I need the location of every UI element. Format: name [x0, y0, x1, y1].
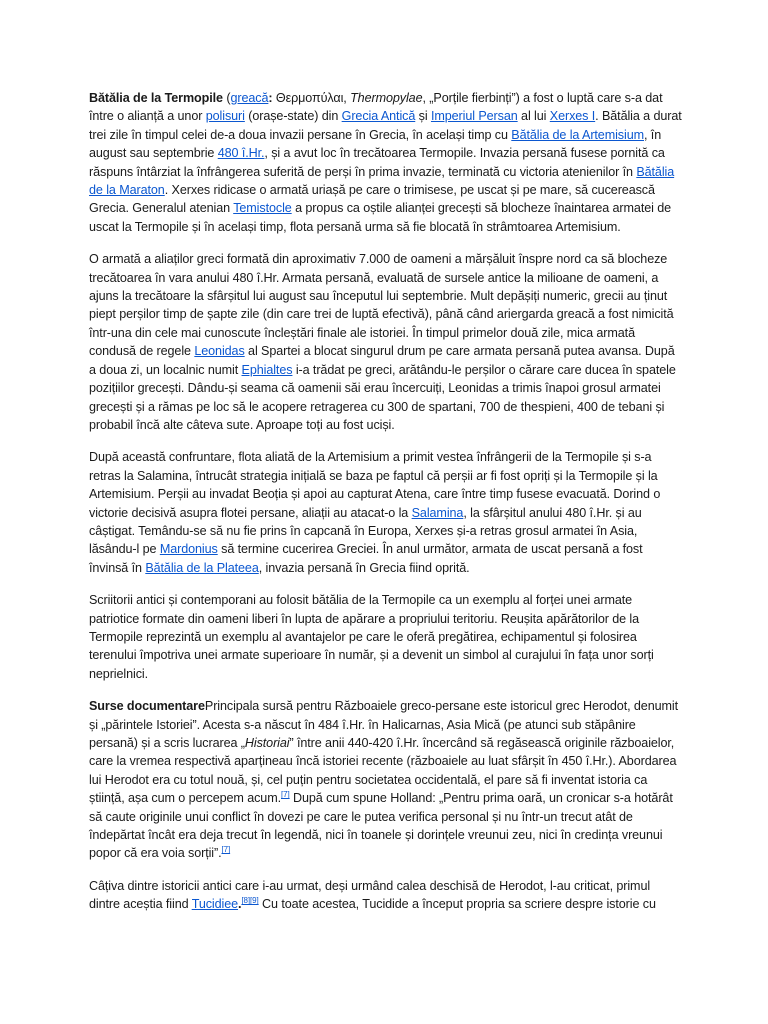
text-run: al Spartei a blocat singurul drum pe care armata persană putea avansa. După a doua zi, un localnic numit	[89, 344, 675, 377]
text-run: Cu toate acestea, Tucidide a început propria sa scriere despre istorie cu	[258, 897, 656, 912]
text-run: , invazia persană în Grecia fiind oprită.	[258, 560, 470, 575]
text-run: , la sfârșitul anului 480 î.Hr. și au câștigat. Temându-se să nu fie prins în capcană în Europa, Xerxes și-a retras grosul armatei în Asia, lăsându-l pe	[89, 505, 642, 557]
wiki-link[interactable]: Temistocle	[233, 201, 292, 216]
text-run: și	[415, 109, 431, 124]
bold-text: .	[238, 897, 242, 912]
text-run: O armată a aliaților greci formată din aproximativ 7.000 de oameni a mărșăluit înspre nord ca să blocheze trecătoarea în vara anului 480 î.Hr. Armata persană, evaluată de sursele antice la milioane de oameni, a ajuns la trecătoare la sfârșitul lui august sau începutul lui septembrie. Mult depășiți numeric, grecii au ținut piept perșilor timp de șapte zile (din care trei de luptă efectivă), până când ariergarda greacă a fost nimicită într-una din cele mai cunoscute încleștări finale ale istoriei. În timpul primelor două zile, mica armată condusă de regele	[89, 252, 674, 359]
wiki-link[interactable]: Mardonius	[159, 542, 218, 557]
paragraph-legacy	[89, 591, 684, 683]
paragraph-intro	[89, 89, 684, 236]
italic-text: Historiai	[244, 736, 290, 750]
wiki-link[interactable]: Salamina	[411, 505, 464, 520]
wiki-link[interactable]: greacă	[230, 91, 269, 105]
text-run: Θερμοπύλαι,	[275, 91, 351, 105]
text-run: ” între anii 440-420 î.Hr. încercând să regăsească originile războaielor, care la vremea respectivă aparțineau încă istoriei recente (războaiele au luat sfârșit în 450 î.Hr.). Abordarea lui Herodot era cu totul nouă, și, cel puțin pentru societatea occidentală, el pare să fi inventat istoria ca știință, așa cum o percepem acum.	[89, 736, 677, 806]
footnote-ref	[281, 790, 290, 799]
text-run: i-a trădat pe greci, arătându-le perșilor o cărare care ducea în spatele pozițiilor grecești. Dându-și seama că oamenii săi erau încercuiți, Leonidas a trimis înapoi grosul armatei grecești și a rămas pe loc să le acopere retragerea cu 300 de spartani, 700 de thespieni, 400 de tebani și probabil încă alte câteva sute. Aproape toți au fost uciși.	[89, 362, 676, 432]
text-run: După această confruntare, flota aliată de la Artemisium a primit vestea înfrângerii de la Termopile și s-a retras la Salamina, întrucât strategia inițială se baza pe faptul că perșii ar fi fost opriți și la Termopile și la Artemisium. Perșii au invadat Beoția și apoi au capturat Atena, care între timp fusese evacuată. Dorind o victorie decisivă asupra flotei persane, aliații au atacat-o la	[89, 450, 661, 520]
footnote-ref	[222, 845, 231, 854]
paragraph-historians	[89, 877, 684, 914]
wiki-link[interactable]: 480 î.Hr.	[217, 146, 265, 161]
text-run: După cum spune Holland: „Pentru prima oară, un cronicar s-a hotărât să caute originile unui conflict în dovezi pe care le putea verifica personal și nu într-un trecut atât de îndepărtat încât era deja trecut în legendă, nici în toanele și dorințele vreunui zeu, nici în credința vreunui popor că era voia sorții”.	[89, 791, 673, 861]
wiki-link[interactable]: Grecia Antică	[341, 109, 416, 124]
italic-text: Thermopylae	[350, 91, 423, 105]
footnote-ref	[241, 896, 258, 905]
text-run: a propus ca oștile alianței grecești să blocheze înaintarea armatei de uscat la Termopile și în același timp, flota persană urma să fie blocată în strâmtoarea Artemisium.	[89, 201, 672, 234]
text-run: să termine cucerirea Greciei. În anul următor, armata de uscat persană a fost învinsă în	[89, 542, 643, 575]
wiki-link[interactable]: Imperiul Persan	[430, 109, 518, 124]
footnote-ref-link[interactable]: [7]	[221, 845, 231, 855]
wiki-link[interactable]: Bătălia de la Plateea	[145, 560, 259, 575]
wiki-link[interactable]: polisuri	[205, 109, 245, 124]
paragraph-sources	[89, 697, 684, 863]
text-run: Scriitorii antici și contemporani au folosit bătălia de la Termopile ca un exemplu al forței unei armate patriotice formate din oameni liberi în lupta de apărare a propriului teritoriu. Reușita apărătorilor de la Termopile reprezintă un exemplu al avantajelor pe care le oferă pregătirea, echipamentul și folosirea terenului împotriva unei armate superioare în număr, și a devenit un simbol al curajului în fața unor sorți neprielnici.	[89, 593, 654, 681]
text-run: al lui	[517, 109, 550, 124]
wiki-link[interactable]: Leonidas	[194, 344, 245, 359]
wiki-link[interactable]: Bătălia de la Maraton	[89, 164, 675, 198]
text-run: Principala sursă pentru Războaiele greco-persane este istoricul grec Herodot, denumit și „părintele Istoriei”. Acesta s-a născut în 484 î.Hr. în Halicarnas, Asia Mică (pe atunci sub stăpânire persană) și a scris lucrarea „	[89, 699, 679, 750]
text-run: , „Porțile fierbinți”) a fost o luptă care s-a dat între o alianță a unor	[89, 91, 663, 124]
paragraph-aftermath	[89, 448, 684, 577]
footnote-ref-link[interactable]: [7]	[281, 790, 290, 800]
paragraph-battle	[89, 250, 684, 434]
bold-text: Bătălia de la Termopile	[89, 91, 223, 105]
text-run: (	[222, 91, 231, 105]
text-run: (orașe-state) din	[244, 109, 342, 124]
bold-text: Surse documentare	[89, 699, 205, 714]
text-run: . Xerxes ridicase o armată uriașă pe care o trimisese, pe uscat și pe mare, să cucerească Grecia. Generalul atenian	[89, 183, 655, 216]
text-run: . Bătălia a durat trei zile în timpul celei de-a doua invazii persane în Grecia, în același timp cu	[89, 109, 682, 142]
text-run: Câțiva dintre istoricii antici care i-au urmat, deși urmând calea deschisă de Herodot, l-au criticat, primul dintre aceștia fiind	[89, 878, 651, 912]
text-run: , și a avut loc în trecătoarea Termopile. Invazia persană fusese pornită ca răspuns întârziat la înfrângerea suferită de perși în prima invazie, terminată cu victoria atenienilor în	[89, 146, 665, 179]
bold-text: :	[268, 91, 276, 105]
wiki-link[interactable]: Ephialtes	[241, 362, 293, 377]
wiki-link[interactable]: Xerxes I	[549, 109, 596, 124]
footnote-ref-link[interactable]: [8][9]	[241, 896, 259, 906]
wiki-link[interactable]: Tucidiee	[191, 897, 239, 912]
wiki-link[interactable]: Bătălia de la Artemisium	[511, 127, 644, 142]
text-run: , în august sau septembrie	[89, 127, 662, 161]
